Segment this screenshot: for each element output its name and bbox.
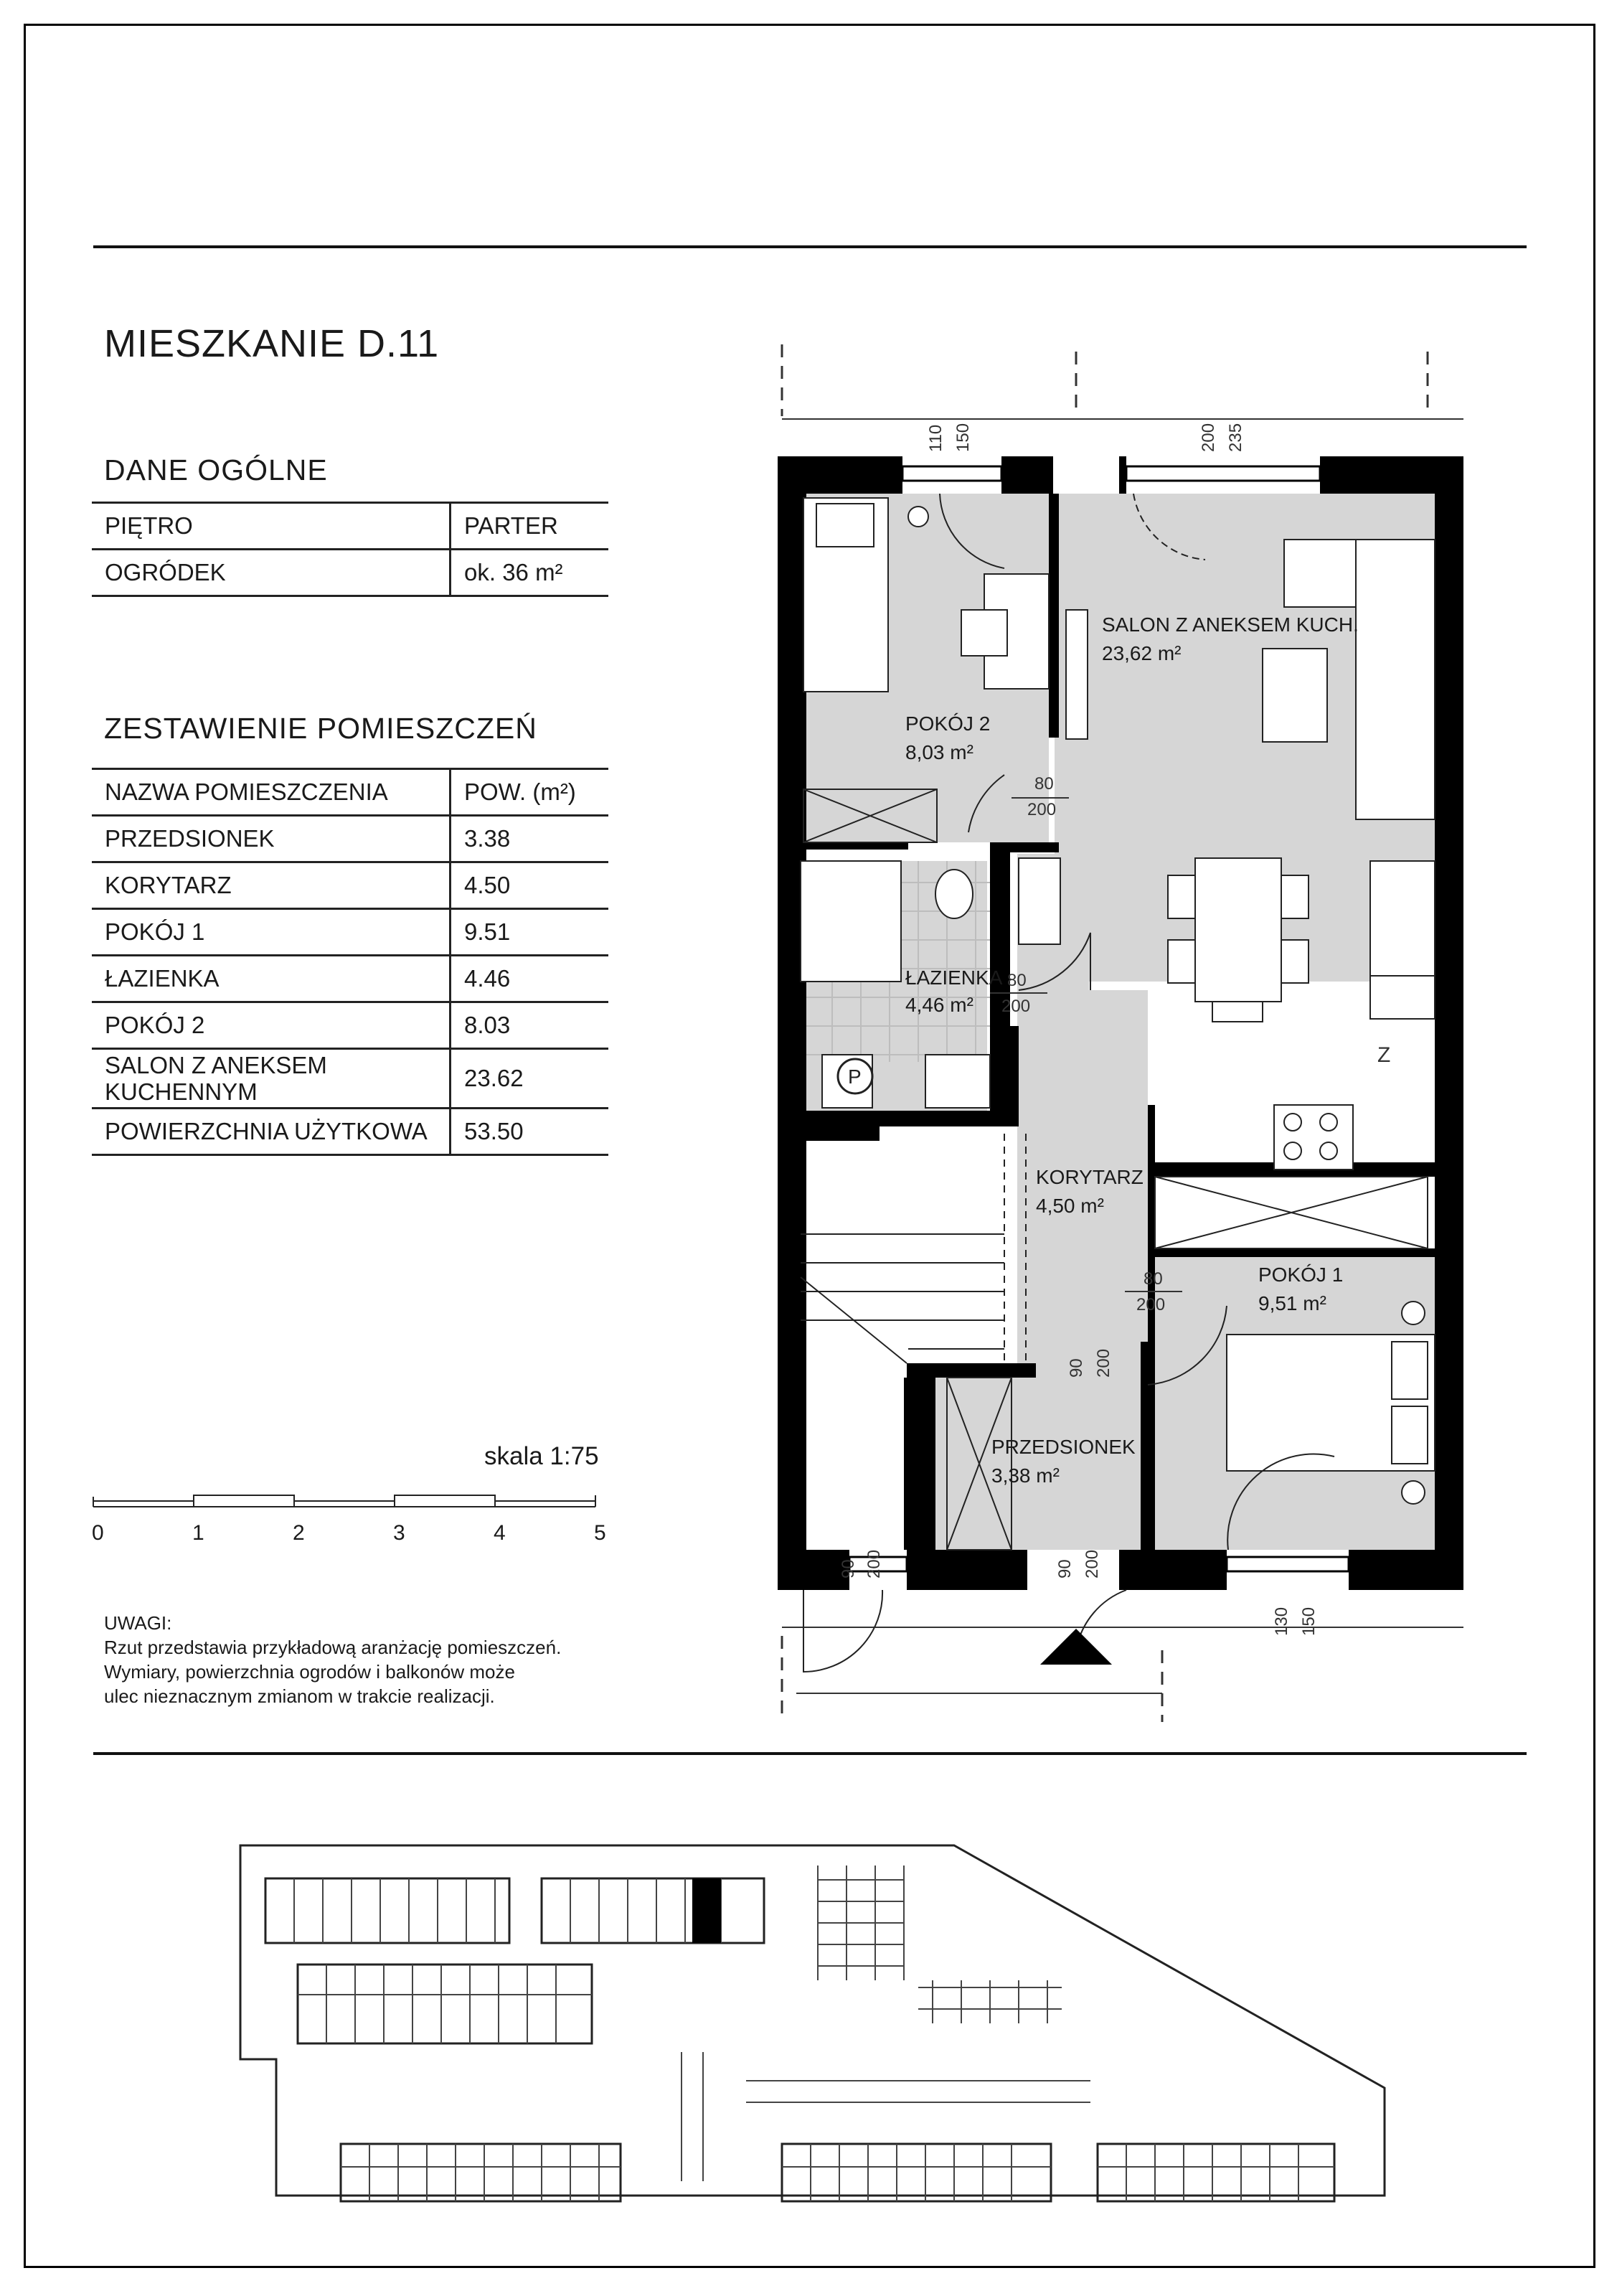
scale-tick: 2	[293, 1521, 305, 1545]
dim-label: 200	[864, 1549, 884, 1578]
room-label-salon: SALON Z ANEKSEM KUCH.	[1102, 613, 1359, 636]
room-area-korytarz: 4,50 m²	[1036, 1195, 1104, 1217]
dim-label: 235	[1226, 423, 1245, 452]
dim-label: 200	[1083, 1549, 1102, 1578]
scale-tick: 3	[393, 1521, 405, 1545]
table-row	[92, 862, 608, 909]
page-title: MIESZKANIE D.11	[104, 322, 440, 365]
room-name	[92, 1049, 451, 1109]
room-area-przedsionek: 3,38 m²	[991, 1464, 1060, 1487]
table-row-total	[92, 1109, 608, 1155]
table-row	[92, 1002, 608, 1049]
table-header-row	[92, 769, 608, 816]
room-name: POKÓJ 2	[92, 1002, 451, 1049]
room-area: 23.62	[451, 1049, 609, 1109]
table-row	[92, 816, 608, 862]
column-header-name: NAZWA POMIESZCZENIA	[92, 769, 451, 816]
room-name: KORYTARZ	[92, 862, 451, 909]
scale-tick: 0	[92, 1521, 104, 1545]
column-header-area: POW. (m²)	[451, 769, 609, 816]
dim-label: 130	[1272, 1606, 1291, 1636]
bottom-divider	[93, 1752, 1527, 1755]
dim-label: 80	[1034, 774, 1054, 794]
scale-tick: 4	[494, 1521, 506, 1545]
scale-tick: 1	[192, 1521, 204, 1545]
dim-label: 200	[1094, 1348, 1113, 1378]
dim-label: 90	[839, 1559, 858, 1578]
room-area: 4.46	[451, 956, 609, 1002]
room-name: POWIERZCHNIA UŻYTKOWA	[92, 1109, 451, 1155]
dim-label: 80	[1007, 971, 1027, 990]
room-area-lazienka: 4,46 m²	[905, 994, 973, 1016]
room-name-line1: SALON Z ANEKSEM	[105, 1052, 327, 1078]
stairs	[801, 1134, 1026, 1363]
parking	[682, 1866, 1090, 2181]
room-area: 9.51	[451, 909, 609, 956]
dim-label: 90	[1067, 1358, 1086, 1378]
rooms-table	[92, 768, 608, 1156]
mark-z: Z	[1377, 1043, 1391, 1067]
scale-label: skala 1:75	[484, 1442, 599, 1470]
room-name: PRZEDSIONEK	[92, 816, 451, 862]
room-name: POKÓJ 1	[92, 909, 451, 956]
room-area: 53.50	[451, 1109, 609, 1155]
table-row	[92, 909, 608, 956]
room-label-pokoj1: POKÓJ 1	[1258, 1264, 1344, 1286]
general-value: PARTER	[451, 503, 609, 550]
scale-bar	[86, 1485, 617, 1514]
notes-line: Rzut przedstawia przykładową aranżację pomieszczeń.	[104, 1637, 562, 1658]
building-blocks	[265, 1878, 1334, 2201]
highlighted-unit	[692, 1878, 721, 1943]
room-name-line2: KUCHENNYM	[105, 1078, 258, 1105]
room-label-pokoj2: POKÓJ 2	[905, 712, 991, 735]
table-row	[92, 550, 608, 596]
top-divider	[93, 245, 1527, 248]
notes-line: Wymiary, powierzchnia ogrodów i balkonów może	[104, 1661, 515, 1683]
building-units	[294, 1878, 1334, 2201]
room-area: 3.38	[451, 816, 609, 862]
room-area-pokoj2: 8,03 m²	[905, 741, 973, 763]
notes-heading: UWAGI:	[104, 1612, 172, 1634]
notes	[104, 1611, 561, 1708]
dim-label: 200	[1136, 1295, 1166, 1314]
dim-label: 110	[926, 424, 946, 452]
room-area-pokoj1: 9,51 m²	[1258, 1292, 1326, 1314]
room-label-korytarz: KORYTARZ	[1036, 1166, 1144, 1188]
room-name: ŁAZIENKA	[92, 956, 451, 1002]
site-plan	[230, 1830, 1406, 2210]
rooms-heading: ZESTAWIENIE POMIESZCZEŃ	[104, 712, 537, 745]
room-label-przedsionek: PRZEDSIONEK	[991, 1436, 1136, 1458]
dim-label: 150	[1299, 1606, 1319, 1636]
dim-label: 200	[1027, 800, 1057, 819]
general-label: OGRÓDEK	[92, 550, 451, 596]
dim-label: 80	[1144, 1269, 1163, 1289]
room-label-lazienka: ŁAZIENKA	[905, 966, 1003, 989]
entrance-marker	[1040, 1629, 1112, 1665]
table-row	[92, 956, 608, 1002]
general-value: ok. 36 m²	[451, 550, 609, 596]
table-row	[92, 1049, 608, 1109]
dim-label: 200	[1199, 423, 1218, 452]
general-heading: DANE OGÓLNE	[104, 453, 328, 486]
scale-tick: 5	[594, 1521, 606, 1545]
room-area: 8.03	[451, 1002, 609, 1049]
mark-p: P	[848, 1065, 862, 1088]
table-row	[92, 503, 608, 550]
dim-label: 90	[1055, 1559, 1075, 1578]
general-table	[92, 502, 608, 597]
dim-label: 150	[953, 423, 973, 452]
room-area: 4.50	[451, 862, 609, 909]
room-area-salon: 23,62 m²	[1102, 642, 1182, 664]
dim-label: 200	[1001, 997, 1031, 1016]
notes-line: ulec nieznacznym zmianom w trakcie realizacji.	[104, 1685, 495, 1707]
floor-plan	[746, 344, 1478, 1729]
general-label: PIĘTRO	[92, 503, 451, 550]
